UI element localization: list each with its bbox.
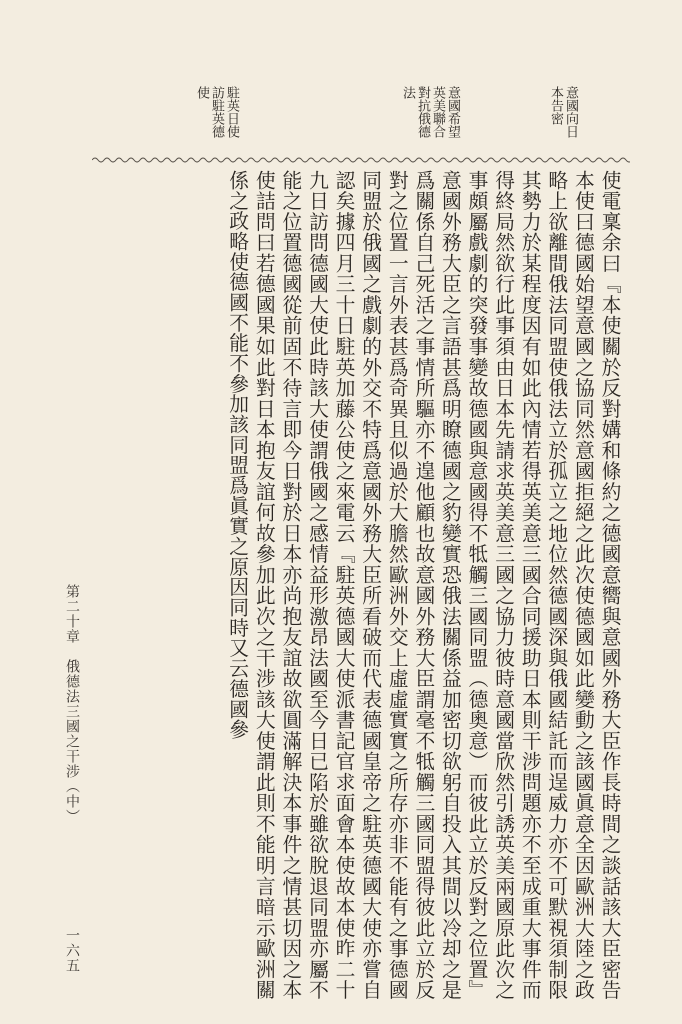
body-paragraph: 使電稟余曰『本使關於反對媾和條約之德國意嚮與意國外務大臣作長時間之談話該大臣密告本使曰德國始望意國之協同然意國拒絕之此次使德國如此變動之該國眞意全因歐洲大陸之政略上欲離間俄法同盟使俄法立於孤立之地位然德國深與俄國結託而逞威力亦不可默視須制限其勢力於某程度因有如此內情若得英美意三國合同援助日本則干涉問題亦不至成重大事件而得終局然欲行此事須由日本先請求英美意三國之協力彼時意國當欣然引誘英美兩國原此次之事頗屬戲劇的突發事變故德國與意國得不牴觸三國同盟（德奧意）而彼此立於反對之位置』意國外務大臣之言語甚爲明瞭德國之豹變實恐俄法關係益加密切欲躬自投入其間以冷却之是爲關係自己死活之事情所驅亦不遑他顧也故意國外務大臣謂毫不牴觸三國同盟得彼此立於反對之位置一言外表甚爲奇異且似過於大膽然歐洲外交上虛虛實實之所存亦非不能有之事德國同盟於俄國之戲劇的外交不特爲意國外務大臣所看破而代表德國皇帝之駐英德國大使亦嘗自認矣據四月三十日駐英加藤公使之來電云『駐英德國大使派書記官求面會本使故本使昨二十九日訪問德國大使此時該大使謂俄國之感情益形激昂法國至今日已陷於雖欲脫退同盟亦屬不能之位置德國從前固不待言即今日對於日本亦尚抱友誼故欲圓滿解決本事件之情甚切因之本使詰問曰若德國果如此對日本抱友誼何故參加此次之干涉該大使謂此則不能明言暗示歐洲關係之政略使德國不能不參加該同盟爲眞實之原因同時又云德國參 <box>225 170 621 1000</box>
margin-heading-japan-informed: 意國向日 本告密 <box>548 86 578 138</box>
body-text <box>82 170 622 1000</box>
margin-heading-envoy-visit: 駐英日使 訪駐英德 使 <box>194 86 239 138</box>
chapter-title: 第二十章 俄德法三國之干涉（中） <box>64 584 80 824</box>
page-number: 一六五 <box>64 928 80 973</box>
margin-heading-italy-hopes-alliance: 意國希望 英美聯合 對抗俄德 法 <box>400 86 460 138</box>
wavy-divider <box>92 155 630 165</box>
